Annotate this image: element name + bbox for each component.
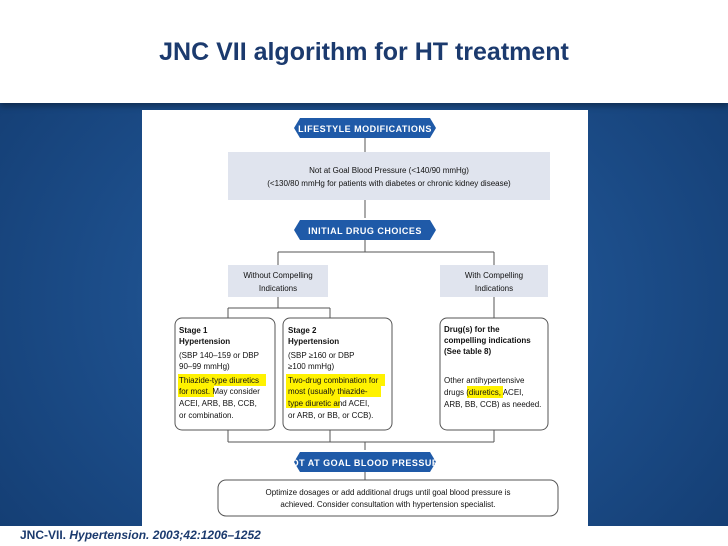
svg-text:(SBP ≥160 or DBP: (SBP ≥160 or DBP xyxy=(288,351,355,360)
svg-text:LIFESTYLE MODIFICATIONS: LIFESTYLE MODIFICATIONS xyxy=(298,124,432,134)
svg-text:Optimize dosages or add additi: Optimize dosages or add additional drugs until goal blood pressure is xyxy=(265,488,511,497)
svg-text:Other antihypertensive: Other antihypertensive xyxy=(444,376,525,385)
svg-text:or ARB, or BB, or CCB).: or ARB, or BB, or CCB). xyxy=(288,411,374,420)
svg-text:INITIAL DRUG CHOICES: INITIAL DRUG CHOICES xyxy=(308,226,422,236)
svg-text:Hypertension: Hypertension xyxy=(288,337,340,346)
algorithm-flowchart xyxy=(142,110,588,526)
svg-text:(<130/80 mmHg for patients wit: (<130/80 mmHg for patients with diabetes or chronic kidney disease) xyxy=(267,179,511,188)
slide-title: JNC VII algorithm for HT treatment xyxy=(159,38,569,66)
svg-text:(See table 8): (See table 8) xyxy=(444,347,492,356)
compelling-drugs-box xyxy=(440,318,548,430)
svg-text:Stage 1: Stage 1 xyxy=(179,326,208,335)
svg-text:Stage 2: Stage 2 xyxy=(288,326,317,335)
svg-text:compelling indications: compelling indications xyxy=(444,336,531,345)
svg-text:≥100 mmHg): ≥100 mmHg) xyxy=(288,362,335,371)
svg-text:With Compelling: With Compelling xyxy=(464,271,524,280)
svg-text:Indications: Indications xyxy=(474,284,514,293)
svg-text:Not at Goal Blood Pressure (<1: Not at Goal Blood Pressure (<140/90 mmHg) xyxy=(309,166,469,175)
svg-text:Indications: Indications xyxy=(258,284,298,293)
not-at-goal-bp-box xyxy=(228,152,550,200)
svg-text:Thiazide-type diuretics: Thiazide-type diuretics xyxy=(179,376,260,385)
not-at-goal-header xyxy=(285,452,446,472)
citation-lead: JNC-VII. xyxy=(20,528,67,542)
svg-text:ARB, BB, CCB) as needed.: ARB, BB, CCB) as needed. xyxy=(444,400,542,409)
svg-text:Drug(s) for the: Drug(s) for the xyxy=(444,325,500,334)
optimize-dosage-box xyxy=(218,480,558,516)
svg-text:Without Compelling: Without Compelling xyxy=(243,271,313,280)
svg-text:for most. May consider: for most. May consider xyxy=(179,387,260,396)
svg-text:90–99 mmHg): 90–99 mmHg) xyxy=(179,362,230,371)
lifestyle-modifications-header xyxy=(294,118,436,138)
citation-text: Hypertension. 2003;42:1206–1252 xyxy=(69,528,261,542)
without-compelling-box xyxy=(228,265,328,297)
svg-text:type diuretic and ACEI,: type diuretic and ACEI, xyxy=(288,399,370,408)
svg-text:Hypertension: Hypertension xyxy=(179,337,231,346)
algorithm-panel xyxy=(142,110,588,526)
citation-footer xyxy=(20,528,261,542)
svg-text:Two-drug combination for: Two-drug combination for xyxy=(288,376,379,385)
stage1-box xyxy=(175,318,275,430)
initial-drug-choices-header xyxy=(294,220,436,240)
with-compelling-box xyxy=(440,265,548,297)
svg-text:NOT AT GOAL BLOOD PRESSURE: NOT AT GOAL BLOOD PRESSURE xyxy=(284,458,446,468)
svg-text:(SBP 140–159 or DBP: (SBP 140–159 or DBP xyxy=(179,351,259,360)
svg-text:or combination.: or combination. xyxy=(179,411,234,420)
svg-text:most (usually thiazide-: most (usually thiazide- xyxy=(288,387,368,396)
stage2-box xyxy=(283,318,392,430)
svg-text:achieved. Consider consultatio: achieved. Consider consultation with hypertension specialist. xyxy=(280,500,496,509)
svg-text:drugs (diuretics, ACEI,: drugs (diuretics, ACEI, xyxy=(444,388,524,397)
svg-text:ACEI, ARB, BB, CCB,: ACEI, ARB, BB, CCB, xyxy=(179,399,257,408)
